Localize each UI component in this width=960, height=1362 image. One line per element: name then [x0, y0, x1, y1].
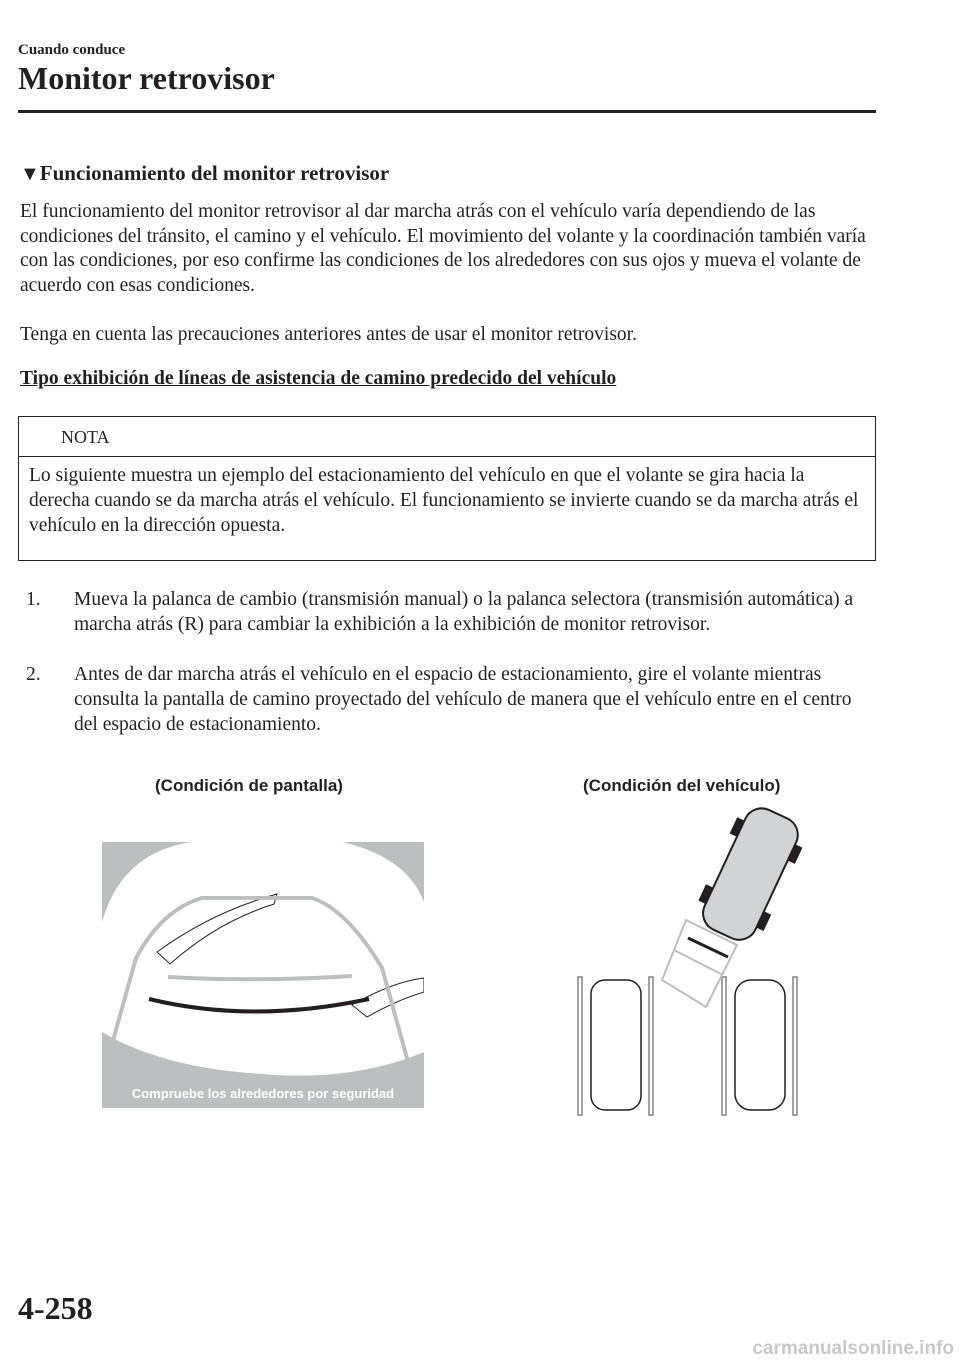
screen-caption: (Condición de pantalla)	[155, 776, 343, 795]
subheading: Tipo exhibición de líneas de asistencia de camino predecido del vehículo	[20, 368, 617, 389]
triangle-down-icon: ▼	[20, 163, 40, 185]
note-text: Lo siguiente muestra un ejemplo del estacionamiento del vehículo en que el volante se gira hacia la derecha cuando se da marcha atrás el vehículo. El funcionamiento se invierte cuando se da marcha atrás el vehículo en la dirección opuesta.	[29, 465, 859, 536]
vehicle-parking-illustration	[560, 800, 830, 1120]
page-title: Monitor retrovisor	[18, 60, 275, 96]
parked-car-left	[591, 980, 641, 1110]
list-item: 2. Antes de dar marcha atrás el vehículo en el espacio de estacionamiento, gire el volante mientras consulta la pantalla de camino proyectado del vehículo de manera que el vehículo entre en el centro del espacio de estacionamiento.	[26, 664, 852, 735]
screen-message: Compruebe los alrededores por seguridad	[131, 1086, 395, 1101]
note-title: NOTA	[19, 417, 875, 457]
title-rule	[18, 110, 876, 113]
rear-camera-screen-illustration	[102, 842, 424, 1108]
vehicle-caption: (Condición del vehículo)	[583, 776, 781, 795]
note-box	[18, 416, 876, 561]
reversing-car	[690, 800, 811, 949]
section-heading: ▼Funcionamiento del monitor retrovisor	[20, 161, 390, 185]
paragraph: El funcionamiento del monitor retrovisor al dar marcha atrás con el vehículo varía dependiendo de las condiciones del tránsito, el camino y el vehículo. El movimiento del volante y la coordinación también varía con las condiciones, por eso confirme las condiciones de los alrededores con sus ojos y mueva el volante de acuerdo con esas condiciones.	[20, 201, 866, 296]
list-item: 1. Mueva la palanca de cambio (transmisión manual) o la palanca selectora (transmisión automática) a marcha atrás (R) para cambiar la exhibición a la exhibición de monitor retrovisor.	[26, 589, 854, 635]
section-label: Cuando conduce	[18, 42, 126, 58]
watermark: carmanualsonline.info	[752, 1338, 954, 1359]
paragraph: Tenga en cuenta las precauciones anteriores antes de usar el monitor retrovisor.	[20, 324, 637, 345]
parked-car-right	[735, 980, 785, 1110]
page-number: 4-258	[18, 1290, 93, 1326]
